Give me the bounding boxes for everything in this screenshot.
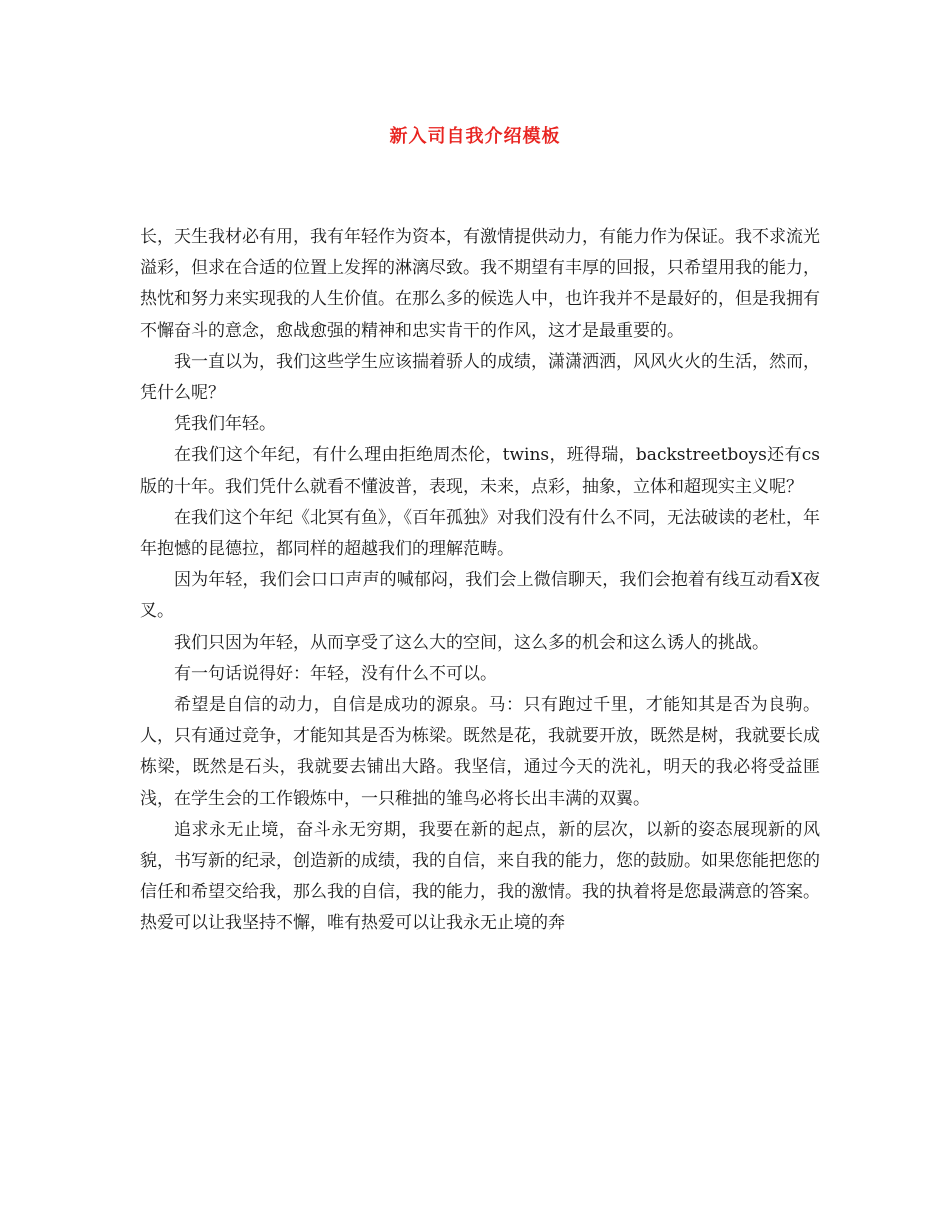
document-body — [140, 222, 820, 940]
paragraph: 因为年轻，我们会口口声声的喊郁闷，我们会上微信聊天，我们会抱着有线互动看X夜叉。 — [140, 570, 820, 622]
paragraph: 希望是自信的动力，自信是成功的源泉。马：只有跑过千里，才能知其是否为良驹。人，只有通过竞争，才能知其是否为栋梁。既然是花，我就要开放，既然是树，我就要长成栋梁，既然是石头，我就要去铺出大路。我坚信，通过今天的洗礼，明天的我必将受益匪浅，在学生会的工作锻炼中，一只稚拙的雏鸟必将长出丰满的双翼。 — [140, 695, 820, 809]
paragraph: 在我们这个年纪，有什么理由拒绝周杰伦，twins，班得瑞，backstreetboys还有cs版的十年。我们凭什么就看不懂波普，表现，未来，点彩，抽象，立体和超现实主义呢？ — [140, 445, 820, 497]
paragraph: 在我们这个年纪《北冥有鱼》，《百年孤独》对我们没有什么不同，无法破读的老杜，年年抱憾的昆德拉，都同样的超越我们的理解范畴。 — [140, 507, 820, 560]
paragraph: 长，天生我材必有用，我有年轻作为资本，有激情提供动力，有能力作为保证。我不求流光溢彩，但求在合适的位置上发挥的淋漓尽致。我不期望有丰厚的回报，只希望用我的能力，热忱和努力来实现我的人生价值。在那么多的候选人中，也许我并不是最好的，但是我拥有不懈奋斗的意念，愈战愈强的精神和忠实肯干的作风，这才是最重要的。 — [140, 227, 820, 341]
paragraph: 凭我们年轻。 — [174, 414, 276, 435]
paragraph: 我们只因为年轻，从而享受了这么大的空间，这么多的机会和这么诱人的挑战。 — [174, 632, 769, 653]
document-title: 新入司自我介绍模板 — [389, 126, 561, 147]
paragraph: 有一句话说得好：年轻，没有什么不可以。 — [174, 663, 497, 684]
paragraph: 我一直以为，我们这些学生应该揣着骄人的成绩，潇潇洒洒，风风火火的生活，然而，凭什么呢？ — [140, 351, 820, 404]
paragraph: 追求永无止境，奋斗永无穷期，我要在新的起点，新的层次，以新的姿态展现新的风貌，书写新的纪录，创造新的成绩，我的自信，来自我的能力，您的鼓励。如果您能把您的信任和希望交给我，那么我的自信，我的能力，我的激情。我的执着将是您最满意的答案。热爱可以让我坚持不懈，唯有热爱可以让我永无止境的奔 — [140, 819, 820, 934]
